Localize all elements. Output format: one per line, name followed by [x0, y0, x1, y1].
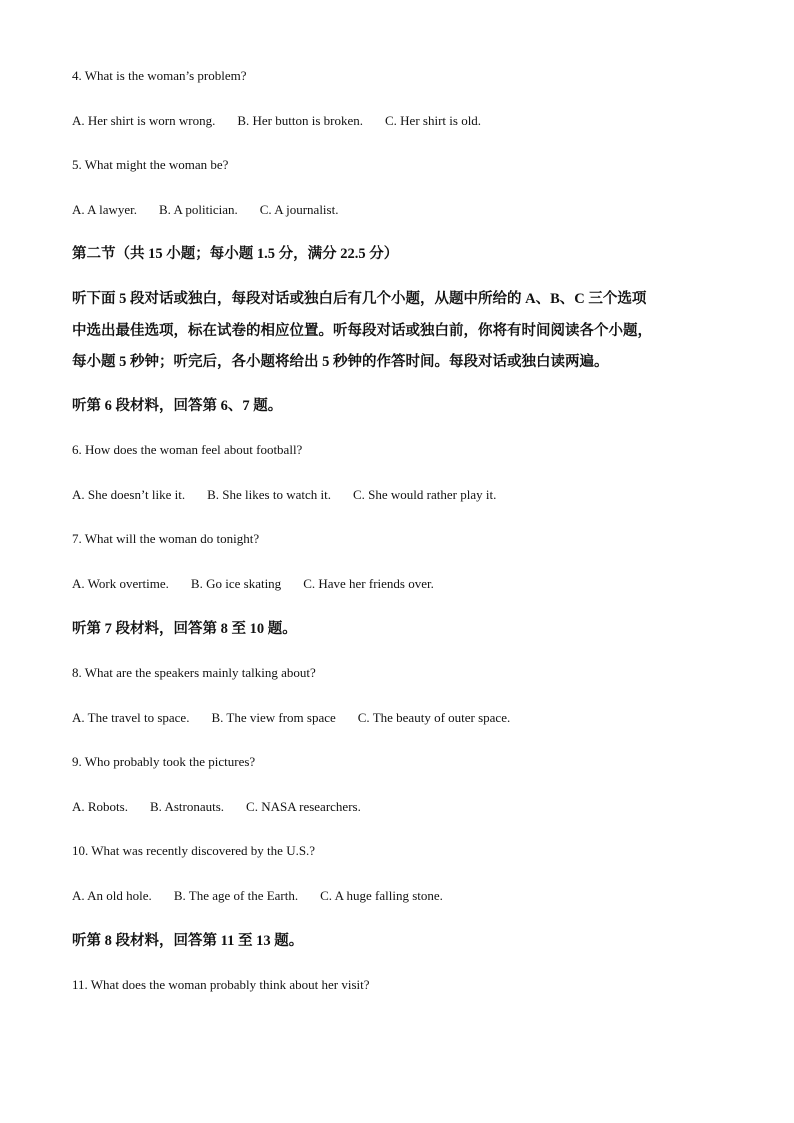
option-b: B. The age of the Earth.	[173, 888, 299, 903]
question-5: 5. What might the woman be?	[72, 157, 229, 172]
options-8	[72, 710, 510, 726]
option-c: C. A huge falling stone.	[320, 888, 443, 903]
instruction-line: 听下面 5 段对话或独白，每段对话或独白后有几个小题，从题中所给的 A、B、C 三个选项	[72, 291, 647, 307]
option-c: C. NASA researchers.	[246, 799, 361, 814]
option-b: B. The view from space	[211, 710, 336, 725]
option-a: A. The travel to space.	[72, 710, 190, 725]
options-4	[72, 113, 481, 129]
option-c: C. Have her friends over.	[303, 576, 434, 591]
options-9	[72, 799, 361, 815]
option-b: B. Her button is broken.	[237, 113, 363, 128]
question-4: 4. What is the woman’s problem?	[72, 68, 247, 83]
option-b: B. Go ice skating	[190, 576, 282, 591]
option-a: A. She doesn’t like it.	[72, 487, 186, 502]
option-a: A. Robots.	[72, 799, 128, 814]
option-c: C. Her shirt is old.	[385, 113, 482, 128]
question-6: 6. How does the woman feel about football?	[72, 442, 303, 457]
question-7: 7. What will the woman do tonight?	[72, 531, 260, 546]
option-a: A. Her shirt is worn wrong.	[72, 113, 216, 128]
question-11: 11. What does the woman probably think about her visit?	[72, 977, 370, 992]
options-7	[72, 576, 434, 592]
option-b: B. She likes to watch it.	[207, 487, 331, 502]
section-title: 第二节（共 15 小题；每小题 1.5 分，满分 22.5 分）	[72, 246, 399, 262]
option-b: B. Astronauts.	[149, 799, 225, 814]
question-9: 9. Who probably took the pictures?	[72, 754, 256, 769]
options-5	[72, 202, 338, 218]
passage-heading: 听第 8 段材料，回答第 11 至 13 题。	[72, 933, 304, 949]
instruction-line: 中选出最佳选项，标在试卷的相应位置。听每段对话或独白前，你将有时间阅读各个小题，	[72, 323, 652, 339]
option-c: C. She would rather play it.	[353, 487, 497, 502]
option-c: C. The beauty of outer space.	[357, 710, 511, 725]
option-a: A. Work overtime.	[72, 576, 169, 591]
question-10: 10. What was recently discovered by the U.S.?	[72, 843, 316, 858]
option-a: A. A lawyer.	[72, 202, 137, 217]
option-a: A. An old hole.	[72, 888, 152, 903]
option-c: C. A journalist.	[259, 202, 339, 217]
question-8: 8. What are the speakers mainly talking about?	[72, 665, 316, 680]
options-10	[72, 888, 443, 904]
options-6	[72, 487, 496, 503]
instruction-line: 每小题 5 秒钟；听完后，各小题将给出 5 秒钟的作答时间。每段对话或独白读两遍。	[72, 354, 609, 370]
option-b: B. A politician.	[159, 202, 238, 217]
passage-heading: 听第 7 段材料，回答第 8 至 10 题。	[72, 621, 297, 637]
passage-heading: 听第 6 段材料，回答第 6、7 题。	[72, 398, 283, 414]
